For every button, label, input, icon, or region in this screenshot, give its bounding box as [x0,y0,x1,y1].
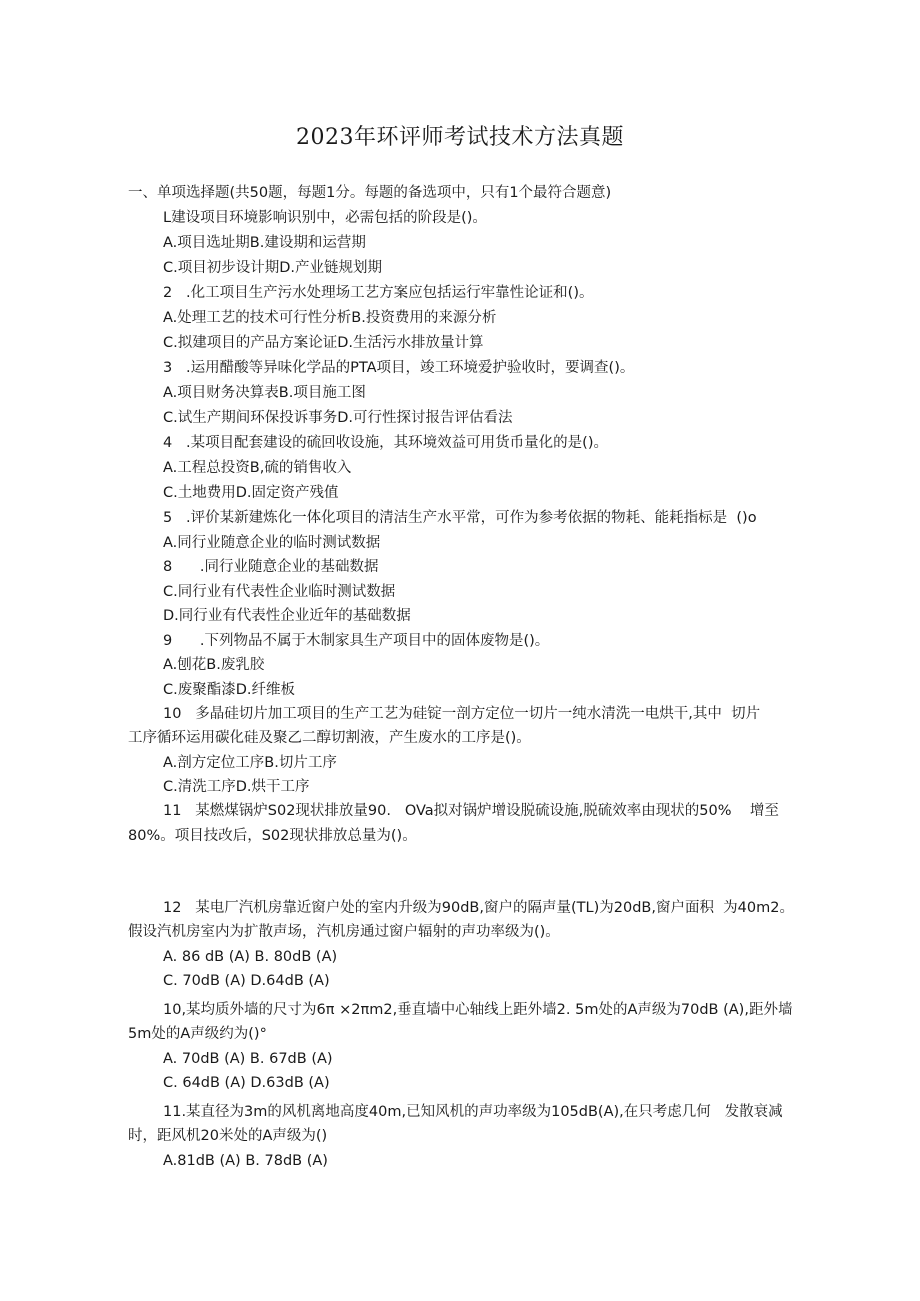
question-option: C.清洗工序D.烘干工序 [163,779,310,795]
question-stem: 10,某均质外墙的尺寸为6π ×2πm2,垂直墙中心轴线上距外墙2. 5m处的A声级为70dB (A),距外墙 [163,1002,793,1018]
question-stem: 4 .某项目配套建设的硫回收设施，其环境效益可用货币量化的是()。 [163,435,608,451]
page-title: 2023年环评师考试技术方法真题 [296,125,624,150]
question-stem-continued: 假设汽机房室内为扩散声场，汽机房通过窗户辐射的声功率级为()。 [128,924,560,940]
question-option: A.项目选址期B.建设期和运营期 [163,235,366,251]
question-option: D.同行业有代表性企业近年的基础数据 [163,608,411,624]
question-stem: 11.某直径为3m的风机离地高度40m,已知风机的声功率级为105dB(A),在只考虑几何 发散衰减 [163,1104,783,1120]
question-option: A.剖方定位工序B.切片工序 [163,755,337,771]
question-stem-continued: 工序循环运用碳化硅及聚乙二醇切割液，产生废水的工序是()。 [128,730,531,746]
question-option: A.项目财务决算表B.项目施工图 [163,385,366,401]
question-option: C. 64dB (A) D.63dB (A) [163,1075,330,1091]
question-option: A. 70dB (A) B. 67dB (A) [163,1051,333,1067]
question-option: C. 70dB (A) D.64dB (A) [163,973,330,989]
question-option: C.拟建项目的产品方案论证D.生活污水排放量计算 [163,335,484,351]
question-stem: 12 某电厂汽机房靠近窗户处的室内升级为90dB,窗户的隔声量(TL)为20dB,窗户面积 为40m2。 [163,900,794,916]
question-option: C.同行业有代表性企业临时测试数据 [163,584,396,600]
question-stem-continued: 80%。项目技改后，S02现状排放总量为()。 [128,828,417,844]
question-option: A. 86 dB (A) B. 80dB (A) [163,949,338,965]
question-stem-continued: 5m处的A声级约为()° [128,1026,267,1042]
question-stem: 9 .下列物品不属于木制家具生产项目中的固体废物是()。 [163,633,550,649]
question-option: A.81dB (A) B. 78dB (A) [163,1153,328,1169]
question-stem-continued: 时，距风机20米处的A声级为() [128,1128,328,1144]
section-heading: 一、单项选择题(共50题，每题1分。每题的备选项中，只有1个最符合题意) [128,185,612,201]
question-option: C.废聚酯漆D.纤维板 [163,682,296,698]
question-stem: 2 .化工项目生产污水处理场工艺方案应包括运行牢靠性论证和()。 [163,285,594,301]
question-option: A.处理工艺的技术可行性分析B.投资费用的来源分析 [163,310,497,326]
question-option: A.刨花B.废乳胶 [163,657,265,673]
question-stem: 5 .评价某新建炼化一体化项目的清洁生产水平常，可作为参考依据的物耗、能耗指标是 ()o [163,510,757,526]
question-option: C.项目初步设计期D.产业链规划期 [163,260,383,276]
question-stem: 11 某燃煤锅炉S02现状排放量90. OVa拟对锅炉增设脱硫设施,脱硫效率由现状的50% 增至 [163,803,779,819]
question-stem: 3 .运用醋酸等异味化学品的PTA项目，竣工环境爱护验收时，要调查()。 [163,360,635,376]
question-stem: L建设项目环境影响识别中，必需包括的阶段是()。 [163,210,487,226]
question-option: C.土地费用D.固定资产残值 [163,485,339,501]
question-option: C.试生产期间环保投诉事务D.可行性探讨报告评估看法 [163,410,513,426]
question-option: A.同行业随意企业的临时测试数据 [163,535,381,551]
question-option: 8 .同行业随意企业的基础数据 [163,559,379,575]
question-stem: 10 多晶硅切片加工项目的生产工艺为硅锭一剖方定位一切片一纯水清洗一电烘干,其中 切片 [163,706,761,722]
question-option: A.工程总投资B,硫的销售收入 [163,460,352,476]
